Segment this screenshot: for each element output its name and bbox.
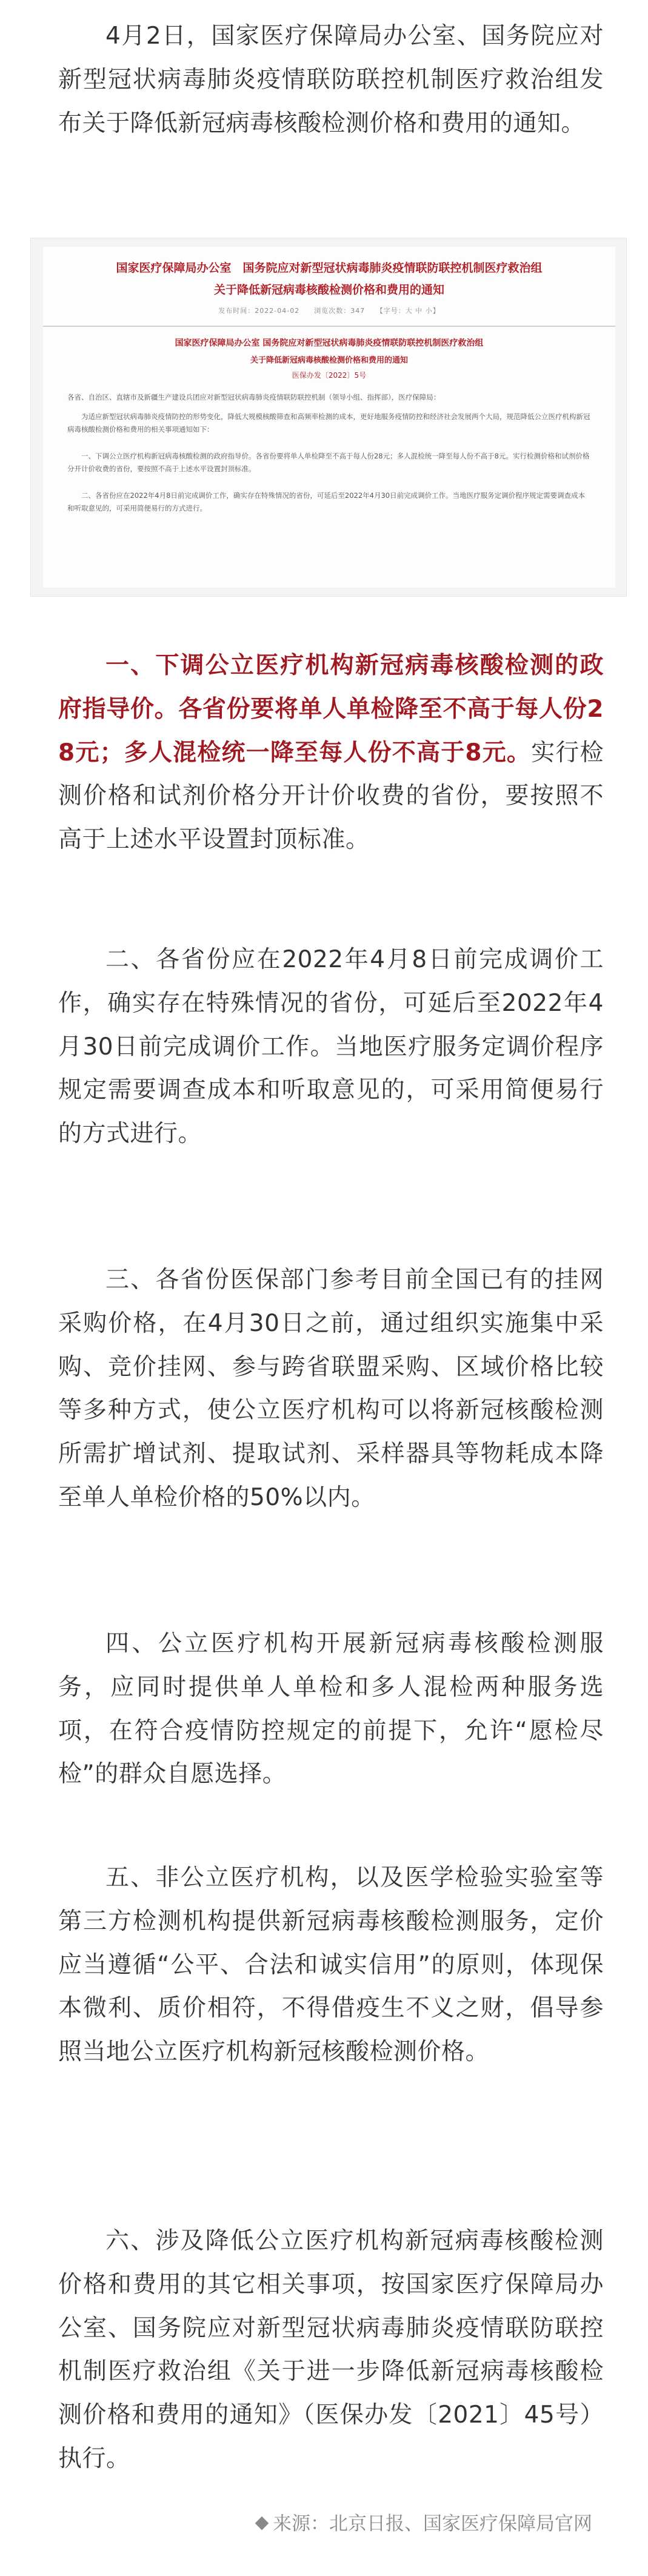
source-text: 来源：北京日报、国家医疗保障局官网 [273,2513,592,2535]
document-org: 国家医疗保障局办公室 国务院应对新型冠状病毒肺炎疫情联防联控机制医疗救治组 [175,338,484,348]
source-line [257,2508,592,2535]
paragraph-3: 三、各省份医保部门参考目前全国已有的挂网采购价格，在4月30日之前，通过组织实施集中采购、竞价挂网、参与跨省联盟采购、区域价格比较等多种方式，使公立医疗机构可以将新冠核酸检测所需扩增试剂、提取试剂、采样器具等物耗成本降至单人单检价格的50%以内。 [58,1266,604,1511]
diamond-icon [255,2517,269,2531]
document-salutation: 各省、自治区、直辖市及新疆生产建设兵团应对新型冠状病毒肺炎疫情联防联控机制（领导小组、指挥部），医疗保障局： [67,393,441,401]
document-meta: 发布时间：2022-04-02 浏览次数：347 【字号：大 中 小】 [218,307,440,315]
document-number: 医保办发〔2022〕5号 [292,371,367,380]
document-header-line1: 国家医疗保障局办公室 国务院应对新型冠状病毒肺炎疫情联防联控机制医疗救治组 [116,261,543,275]
document-title: 关于降低新冠病毒核酸检测价格和费用的通知 [250,356,408,365]
intro-paragraph: 4月2日，国家医疗保障局办公室、国务院应对新型冠状病毒肺炎疫情联防联控机制医疗救治组发布关于降低新冠病毒核酸检测价格和费用的通知。 [58,22,604,137]
document-paper [43,247,615,588]
paragraph-1-highlight: 一、下调公立医疗机构新冠病毒核酸检测的政府指导价。各省份要将单人单检降至不高于每人份28元；多人混检统一降至每人份不高于8元。 [58,652,604,766]
paragraph-1-rest: 实行检测价格和试剂价格分开计价收费的省份，要按照不高于上述水平设置封顶标准。 [58,739,604,853]
document-body-1: 为适应新型冠状病毒肺炎疫情防控的形势变化，降低大规模核酸筛查和高频率检测的成本，更好地服务疫情防控和经济社会发展两个大局，规范降低公立医疗机构新冠病毒核酸检测价格和费用的相关事项通知如下： [67,412,590,434]
paragraph-6: 六、涉及降低公立医疗机构新冠病毒核酸检测价格和费用的其它相关事项，按国家医疗保障局办公室、国务院应对新型冠状病毒肺炎疫情联防联控机制医疗救治组《关于进一步降低新冠病毒核酸检测价格和费用的通知》（医保办发〔2021〕45号）执行。 [58,2227,604,2472]
notice-document-image [30,238,627,597]
paragraph-4: 四、公立医疗机构开展新冠病毒核酸检测服务，应同时提供单人单检和多人混检两种服务选项，在符合疫情防控规定的前提下，允许“愿检尽检”的群众自愿选择。 [58,1630,604,1788]
paragraph-1 [58,644,604,862]
document-web-header [43,247,615,327]
document-header-line2: 关于降低新冠病毒核酸检测价格和费用的通知 [213,283,444,297]
document-body-2: 一、下调公立医疗机构新冠病毒核酸检测的政府指导价。各省份要将单人单检降至不高于每人份28元；多人混检统一降至每人份不高于8元。实行检测价格和试剂价格分开计价收费的省份，要按照不高于上述水平设置封顶标准。 [67,452,590,474]
document-body-3: 二、各省份应在2022年4月8日前完成调价工作，确实存在特殊情况的省份，可延后至2022年4月30日前完成调价工作。当地医疗服务定调价程序规定需要调查成本和听取意见的，可采用简便易行的方式进行。 [67,491,586,513]
paragraph-2: 二、各省份应在2022年4月8日前完成调价工作，确实存在特殊情况的省份，可延后至2022年4月30日前完成调价工作。当地医疗服务定调价程序规定需要调查成本和听取意见的，可采用简便易行的方式进行。 [58,946,604,1147]
paragraph-5: 五、非公立医疗机构，以及医学检验实验室等第三方检测机构提供新冠病毒核酸检测服务，定价应当遵循“公平、合法和诚实信用”的原则，体现保本微利、质价相符，不得借疫生不义之财，倡导参照当地公立医疗机构新冠核酸检测价格。 [58,1864,604,2065]
